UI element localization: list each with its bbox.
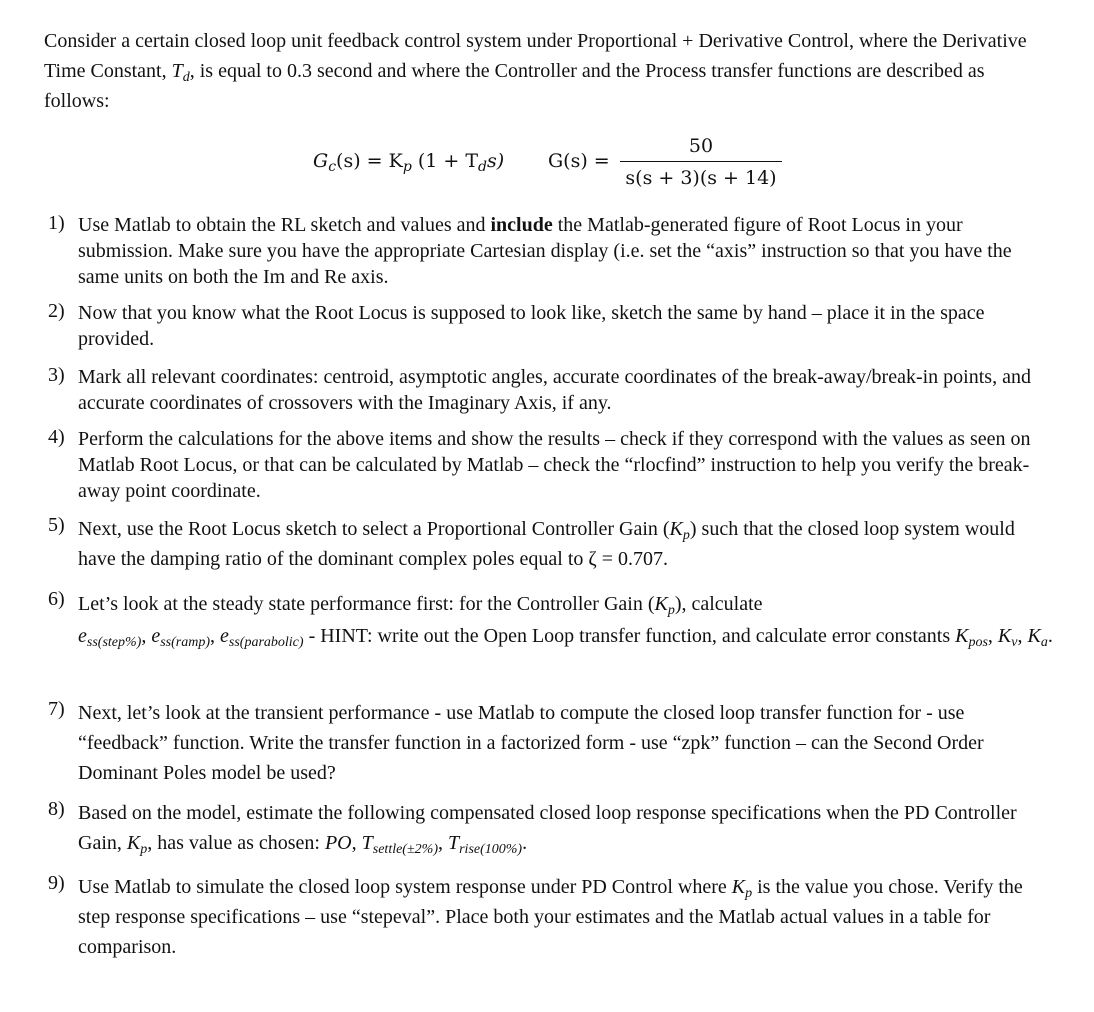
item-text: Let’s look at the steady state performance first: for the Controller Gain $(K_p)$, calculate $e_{ss(step\%)}$, $e_{ss(ramp)}$, $e_{ss(parabolic)}$ - HINT: write out the Open Loop transfer function, and calculate error constants $K_{pos}$, $K_v$, $K_a$.: [78, 593, 1053, 650]
intro-text-1: Consider a certain closed loop unit feedback control system under Proportional + Derivative Control, where the Derivative Time Constant,: [44, 30, 1027, 82]
fraction-denominator: s(s + 3)(s + 14): [625, 167, 777, 189]
item-number: 1): [48, 212, 65, 234]
process-transfer-lhs: G(s) =: [548, 150, 610, 172]
item-text: Mark all relevant coordinates: centroid, asymptotic angles, accurate coordinates of the break-away/break-in points, and accurate coordinates of crossovers with the Imaginary Axis, if any.: [78, 366, 1031, 414]
item-number: 2): [48, 300, 65, 322]
item-number: 7): [48, 698, 65, 720]
item-text: Use Matlab to simulate the closed loop system response under PD Control where $K_p$ is the value you chose. Verify the step response specifications – use “stepeval”. Place both your estimates and the Matlab actual values in a table for comparison.: [78, 876, 1023, 958]
item-number: 6): [48, 588, 65, 610]
intro-paragraph: [44, 26, 1054, 116]
item-number: 4): [48, 426, 65, 448]
intro-text-2: , is equal to 0.3 second and where the Controller and the Process transfer functions are described as follows:: [44, 60, 985, 112]
item-text: Next, use the Root Locus sketch to select a Proportional Controller Gain $(K_p)$ such that the closed loop system would have the damping ratio of the dominant complex poles equal to ζ = 0.707.: [78, 518, 1015, 570]
item-number: 3): [48, 364, 65, 386]
item-text: Based on the model, estimate the following compensated closed loop response specifications when the PD Controller Gain, $K_p$, has value as chosen: PO, $T_{settle(\pm 2\%)}$, $T_{rise(100\%)}$.: [78, 802, 1017, 857]
process-transfer-fraction: [620, 134, 782, 190]
item-text: Use Matlab to obtain the RL sketch and values and include the Matlab-generated figure of Root Locus in your submission. Make sure you have the appropriate Cartesian display (i.e. set the “axis” instruction so that you have the same units on both the Im and Re axis.: [78, 214, 1012, 288]
controller-transfer-function: $G_c(s) = K_p$ $(1 + T_ds)$: [313, 150, 505, 175]
item-number: 5): [48, 514, 65, 536]
item-text: Now that you know what the Root Locus is supposed to look like, sketch the same by hand – place it in the space provided.: [78, 302, 985, 350]
item-number: 9): [48, 872, 65, 894]
item-number: 8): [48, 798, 65, 820]
fraction-bar: [620, 161, 782, 162]
item-text: Perform the calculations for the above items and show the results – check if they correspond with the values as seen on Matlab Root Locus, or that can be calculated by Matlab – check the “rlocfind” instruction to help you verify the break-away point coordinate.: [78, 428, 1031, 502]
fraction-numerator: 50: [688, 135, 714, 157]
item-text: Next, let’s look at the transient performance - use Matlab to compute the closed loop transfer function for - use “feedback” function. Write the transfer function in a factorized form - use “zpk” function – can the Second Order Dominant Poles model be used?: [78, 702, 984, 784]
td-symbol: $T_d$: [171, 60, 190, 85]
